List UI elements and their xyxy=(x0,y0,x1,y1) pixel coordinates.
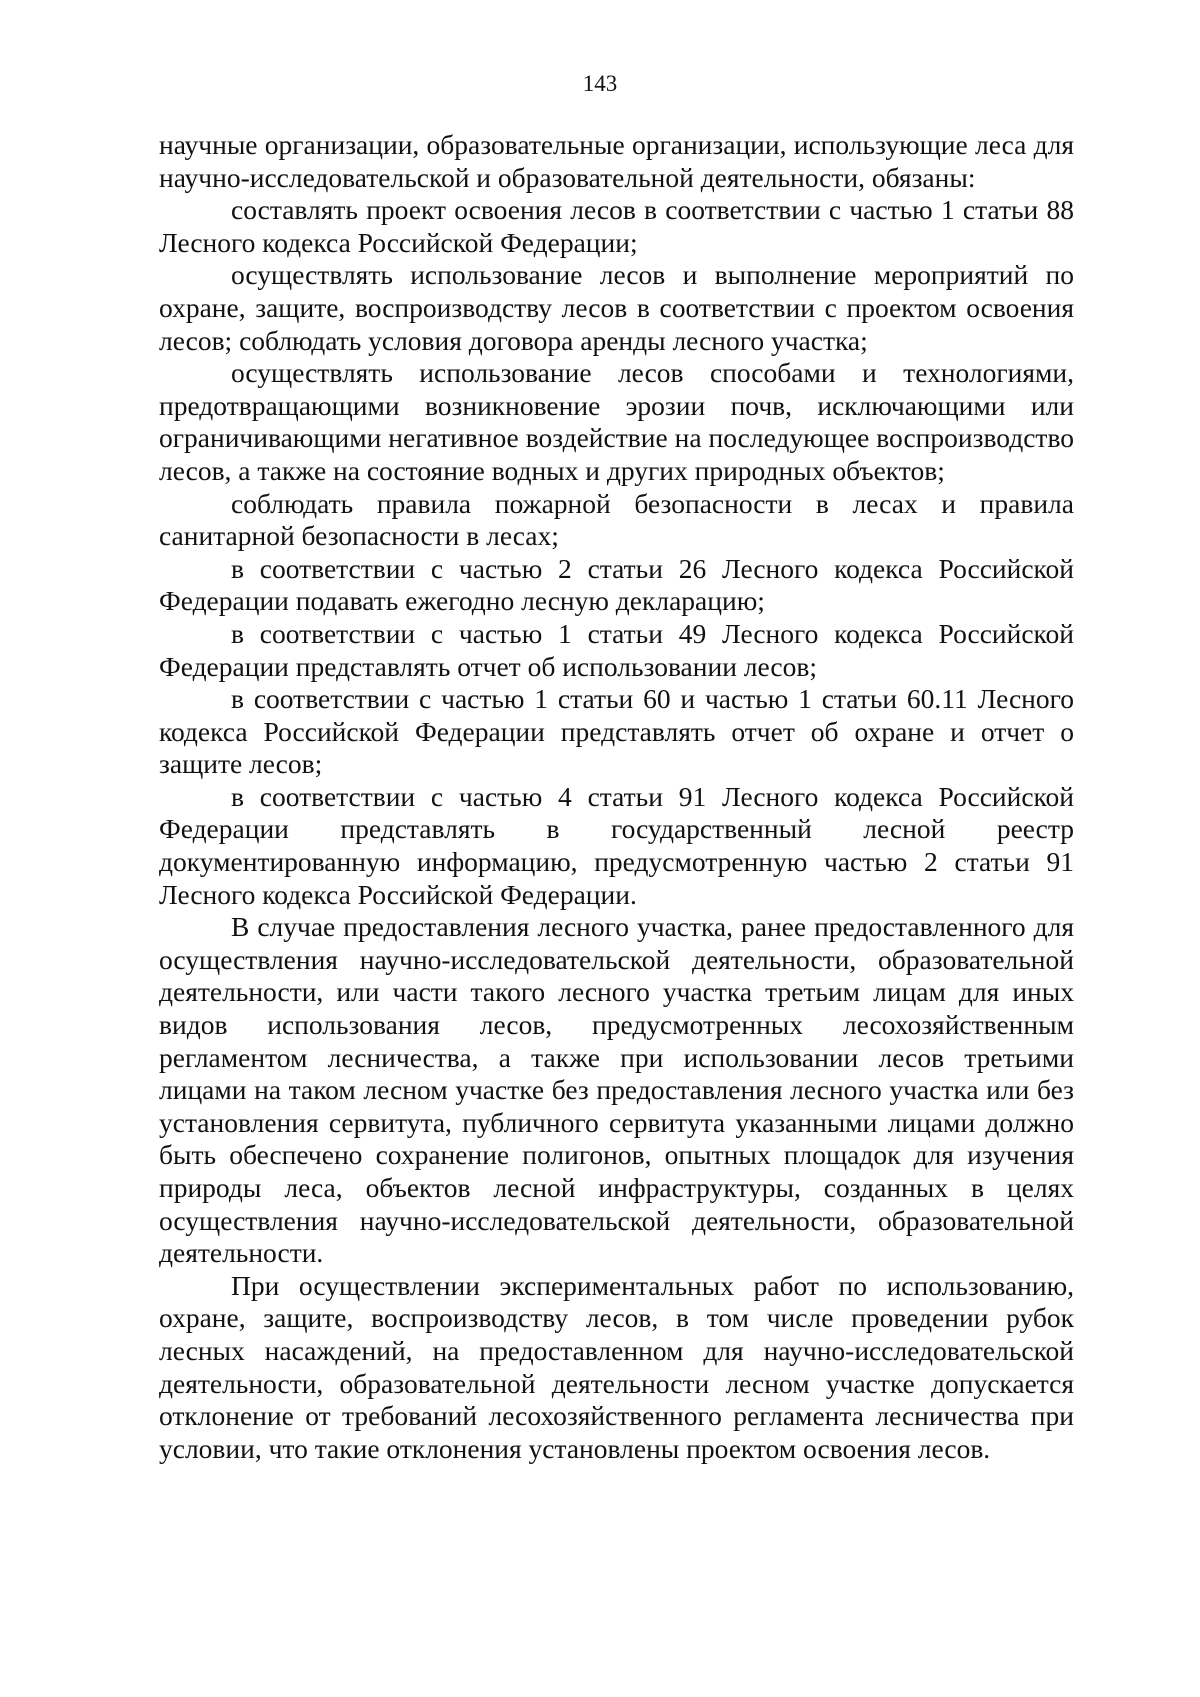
paragraph: научные организации, образовательные организации, использующие леса для научно-исследовательской и образовательной деятельности, обязаны: xyxy=(159,129,1074,193)
paragraph: в соответствии с частью 2 статьи 26 Лесного кодекса Российской Федерации подавать ежегодно лесную декларацию; xyxy=(159,552,1074,617)
document-body xyxy=(159,129,1074,1465)
paragraph: соблюдать правила пожарной безопасности в лесах и правила санитарной безопасности в лесах; xyxy=(159,487,1074,552)
paragraph: составлять проект освоения лесов в соответствии с частью 1 статьи 88 Лесного кодекса Российской Федерации; xyxy=(159,194,1074,258)
paragraph: осуществлять использование лесов способами и технологиями, предотвращающими возникновение эрозии почв, исключающими или ограничивающими негативное воздействие на последующее воспроизводство лесов, а также на состояние водных и других природных объектов; xyxy=(159,357,1074,486)
paragraph: осуществлять использование лесов и выполнение мероприятий по охране, защите, воспроизводству лесов в соответствии с проектом освоения лесов; соблюдать условия договора аренды лесного участка; xyxy=(159,259,1074,356)
paragraph: в соответствии с частью 4 статьи 91 Лесного кодекса Российской Федерации представлять в государственный лесной реестр документированную информацию, предусмотренную частью 2 статьи 91 Лесного кодекса Российской Федерации. xyxy=(159,780,1074,910)
page-number: 143 xyxy=(582,71,618,96)
paragraph: При осуществлении экспериментальных работ по использованию, охране, защите, воспроизводству лесов, в том числе проведении рубок лесных насаждений, на предоставленном для научно-исследовательской деятельности, образовательной деятельности лесном участке допускается отклонение от требований лесохозяйственного регламента лесничества при условии, что такие отклонения установлены проектом освоения лесов. xyxy=(159,1269,1074,1464)
paragraph: в соответствии с частью 1 статьи 49 Лесного кодекса Российской Федерации представлять отчет об использовании лесов; xyxy=(159,617,1074,682)
paragraph: в соответствии с частью 1 статьи 60 и частью 1 статьи 60.11 Лесного кодекса Российской Федерации представлять отчет об охране и отчет о защите лесов; xyxy=(159,683,1074,780)
paragraph: В случае предоставления лесного участка, ранее предоставленного для осуществления научно-исследовательской деятельности, образовательной деятельности, или части такого лесного участка третьим лицам для иных видов использования лесов, предусмотренных лесохозяйственным регламентом лесничества, а также при использовании лесов третьими лицами на таком лесном участке без предоставления лесного участка или без установления сервитута, публичного сервитута указанными лицами должно быть обеспечено сохранение полигонов, опытных площадок для изучения природы леса, объектов лесной инфраструктуры, созданных в целях осуществления научно-исследовательской деятельности, образовательной деятельности. xyxy=(159,911,1074,1269)
